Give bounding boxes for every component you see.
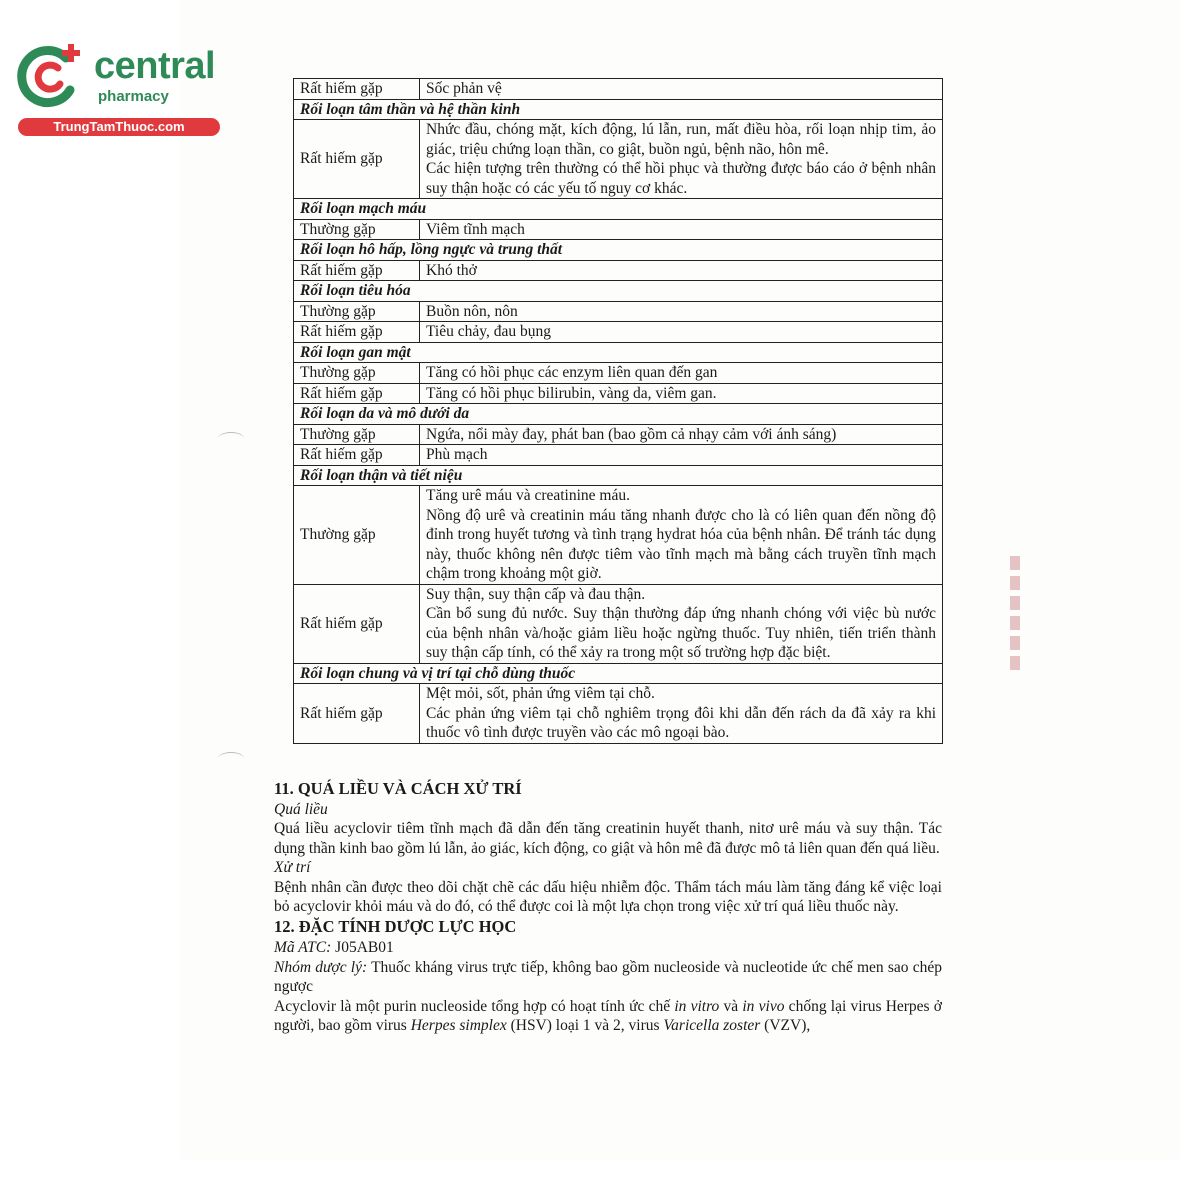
text-span: và [719,997,743,1015]
section-row [294,404,943,425]
treatment-subheading: Xử trí [274,859,311,877]
description-cell: Viêm tĩnh mạch [420,219,943,240]
section-11-heading: 11. QUÁ LIỀU VÀ CÁCH XỬ TRÍ [274,779,522,798]
frequency-cell: Thường gặp [294,219,420,240]
description-cell: Tăng có hồi phục bilirubin, vàng da, viêm gan. [420,383,943,404]
section-row [294,240,943,261]
atc-label: Mã ATC: [274,939,332,957]
table-row [294,219,943,240]
description-cell: Tăng có hồi phục các enzym liên quan đến gan [420,363,943,384]
frequency-cell: Thường gặp [294,301,420,322]
group-value: Thuốc kháng virus trực tiếp, không bao gồm nucleoside và nucleotide ức chế men sao chép ngược [274,958,942,996]
section-title: Rối loạn mạch máu [294,199,943,220]
table-row [294,120,943,199]
body-text [274,778,942,1035]
description-cell: Khó thở [420,260,943,281]
frequency-cell: Rất hiếm gặp [294,445,420,466]
description-text: Cần bổ sung đủ nước. Suy thận thường đáp ứng nhanh chóng với việc bù nước của bệnh nhân và/hoặc giảm liều hoặc ngừng thuốc. Tuy nhiên, tiến triển thành suy thận cấp tính, có thể xảy ra trong một số trường hợp đặc biệt. [426,605,936,661]
text-span: Herpes simplex [410,1017,507,1035]
section-12-heading: 12. ĐẶC TÍNH DƯỢC LỰC HỌC [274,917,517,937]
text-span: Acyclovir là một purin nucleoside tổng hợp có hoạt tính ức chế [274,997,675,1015]
treatment-paragraph: Bệnh nhân cần được theo dõi chặt chẽ các dấu hiệu nhiễm độc. Thẩm tách máu làm tăng đáng kể việc loại bỏ acyclovir khỏi máu và do đó, có thể được coi là một lựa chọn trong việc xử trí quá liều thuốc này. [274,878,942,916]
section-title: Rối loạn hô hấp, lồng ngực và trung thất [294,240,943,261]
section-title: Rối loạn da và mô dưới da [294,404,943,425]
section-row [294,99,943,120]
logo-subtitle: pharmacy [98,88,169,105]
description-text: Nồng độ urê và creatinin máu tăng nhanh được cho là có liên quan đến nồng độ đỉnh trong huyết tương và tình trạng hydrat hóa của bệnh nhân. Để tránh tác dụng này, thuốc không nên được tiêm vào tĩnh mạch mà bằng cách truyền tĩnh mạch chậm trong khoảng một giờ. [426,506,936,582]
description-text: Tăng urê máu và creatinine máu. [426,487,630,504]
description-cell [420,120,943,199]
logo-url[interactable]: TrungTamThuoc.com [18,118,220,136]
description-text: Các hiện tượng trên thường có thể hồi phục và thường được báo cáo ở bệnh nhân suy thận hoặc có các yếu tố nguy cơ khác. [426,160,936,197]
table-row [294,322,943,343]
scan-mark [218,752,244,765]
description-cell [420,584,943,663]
atc-value: J05AB01 [335,939,394,957]
table-row [294,363,943,384]
description-cell [420,684,943,744]
atc-line [274,938,942,957]
pharmacologic-group-line [274,958,942,997]
section-title: Rối loạn tiêu hóa [294,281,943,302]
frequency-cell: Rất hiếm gặp [294,584,420,663]
stamp-mark [1010,550,1028,700]
description-text: Suy thận, suy thận cấp và đau thận. [426,585,646,603]
frequency-cell: Rất hiếm gặp [294,684,420,744]
section-title: Rối loạn thận và tiết niệu [294,465,943,486]
frequency-cell: Thường gặp [294,486,420,585]
description-cell: Phù mạch [420,445,943,466]
table-row [294,445,943,466]
overdose-subheading: Quá liều [274,801,328,818]
group-label: Nhóm dược lý: [274,958,368,976]
text-span: (HSV) loại 1 và 2, virus [506,1017,664,1035]
section-row [294,663,943,684]
frequency-cell: Rất hiếm gặp [294,120,420,199]
scan-mark [218,432,244,445]
description-cell: Ngứa, nổi mày đay, phát ban (bao gồm cả nhạy cảm với ánh sáng) [420,424,943,445]
description-text: Nhức đầu, chóng mặt, kích động, lú lẫn, run, mất điều hòa, rối loạn nhịp tim, ảo giác, triệu chứng loạn thần, co giật, buồn ngủ, bệnh não, hôn mê. [426,121,936,158]
section-row [294,342,943,363]
text-span: in vitro [674,997,720,1015]
adverse-effects-table [293,78,943,744]
section-title: Rối loạn chung và vị trí tại chỗ dùng thuốc [294,663,943,684]
section-title: Rối loạn gan mật [294,342,943,363]
section-title: Rối loạn tâm thần và hệ thần kinh [294,99,943,120]
central-pharmacy-logo[interactable] [10,36,220,136]
section-row [294,465,943,486]
overdose-paragraph: Quá liều acyclovir tiêm tĩnh mạch đã dẫn đến tăng creatinin huyết thanh, nitơ urê máu và suy thận. Tác dụng thần kinh bao gồm lú lẫn, ảo giác, kích động, co giật và hôn mê đã được mô tả liên quan đến quá liều. [274,820,942,857]
section-row [294,199,943,220]
section-row [294,281,943,302]
table-row [294,260,943,281]
table-row [294,684,943,744]
frequency-cell: Thường gặp [294,424,420,445]
pharmacy-cross-icon [14,40,86,112]
text-span: (VZV), [760,1017,811,1035]
frequency-cell: Rất hiếm gặp [294,383,420,404]
frequency-cell: Rất hiếm gặp [294,79,420,100]
text-span: Varicella zoster [663,1017,761,1035]
text-span: chống lại virus Herpes ở người, bao gồm virus [274,997,943,1035]
logo-name: central [94,45,216,87]
table-row [294,486,943,585]
description-text: Mệt mỏi, sốt, phản ứng viêm tại chỗ. [426,685,655,702]
frequency-cell: Rất hiếm gặp [294,260,420,281]
table-row [294,383,943,404]
table-row [294,424,943,445]
text-span: in vivo [742,997,785,1015]
table-row [294,301,943,322]
frequency-cell: Thường gặp [294,363,420,384]
description-cell [420,486,943,585]
table-row [294,79,943,100]
table-row [294,584,943,663]
description-text: Các phản ứng viêm tại chỗ nghiêm trọng đôi khi dẫn đến rách da đã xảy ra khi thuốc vô tình được truyền vào các mô ngoại bào. [426,704,936,741]
description-cell: Tiêu chảy, đau bụng [420,322,943,343]
description-cell: Sốc phản vệ [420,79,943,100]
description-cell: Buồn nôn, nôn [420,301,943,322]
frequency-cell: Rất hiếm gặp [294,322,420,343]
acyclovir-paragraph [274,997,942,1036]
